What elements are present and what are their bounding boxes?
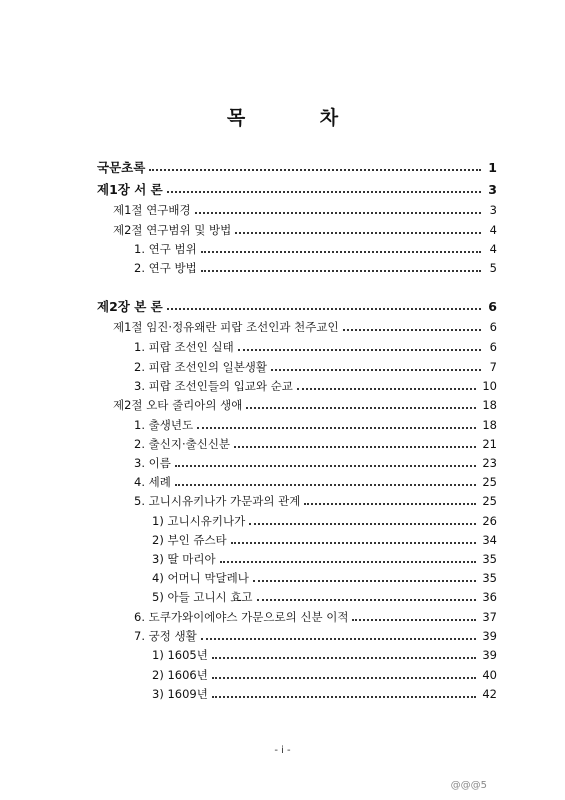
toc-entry[interactable]: [152, 531, 497, 549]
toc-leader-dots: [234, 446, 476, 448]
toc-entry-page: 3: [488, 181, 497, 197]
toc-entry-page: 6: [489, 340, 497, 354]
toc-entry-page: 7: [489, 360, 497, 374]
toc-entry[interactable]: [134, 435, 497, 453]
toc-entry[interactable]: [134, 454, 497, 472]
toc-entry-page: 25: [482, 475, 497, 489]
toc-entry[interactable]: [97, 180, 497, 198]
toc-entry-page: 39: [482, 648, 497, 662]
toc-leader-dots: [343, 329, 481, 331]
toc-entry-label: 1. 연구 범위: [134, 242, 197, 256]
toc-entry-label: 3. 피랍 조선인들의 입교와 순교: [134, 379, 293, 393]
toc-entry-label: 1) 1605년: [152, 648, 208, 662]
toc-leader-dots: [212, 696, 477, 698]
toc-entry[interactable]: [134, 259, 497, 277]
toc-entry-page: 42: [482, 687, 497, 701]
toc-title: 목 차: [226, 107, 373, 129]
toc-entry-page: 40: [482, 668, 497, 682]
toc-entry-label: 7. 궁정 생활: [134, 629, 197, 643]
toc-entry-page: 34: [482, 533, 497, 547]
toc-entry-label: 3) 1609년: [152, 687, 208, 701]
toc-entry[interactable]: [152, 550, 497, 568]
toc-entry-page: 35: [482, 571, 497, 585]
toc-leader-dots: [246, 407, 476, 409]
toc-entry-label: 2. 연구 방법: [134, 261, 197, 275]
toc-entry-page: 6: [488, 298, 497, 314]
toc-leader-dots: [212, 657, 477, 659]
toc-leader-dots: [253, 580, 476, 582]
toc-entry-page: 5: [489, 261, 497, 275]
toc-entry-page: 18: [482, 418, 497, 432]
toc-entry[interactable]: [97, 297, 497, 315]
toc-entry[interactable]: [152, 685, 497, 703]
toc-leader-dots: [201, 270, 481, 272]
toc-entry[interactable]: [134, 608, 497, 626]
toc-entry-page: 3: [489, 203, 497, 217]
toc-entry-label: 제1절 임진·정유왜란 피랍 조선인과 천주교인: [113, 320, 339, 334]
toc-entry[interactable]: [134, 492, 497, 510]
toc-entry-page: 21: [482, 437, 497, 451]
toc-entry[interactable]: [152, 666, 497, 684]
toc-entry-page: 23: [482, 456, 497, 470]
toc-entry-label: 제2절 연구범위 및 방법: [113, 223, 232, 237]
toc-leader-dots: [195, 212, 481, 214]
toc-entry[interactable]: [152, 588, 497, 606]
toc-entry-label: 3. 이름: [134, 456, 171, 470]
toc-leader-dots: [197, 427, 476, 429]
toc-entry-label: 제2장 본 론: [97, 299, 163, 314]
toc-leader-dots: [238, 349, 481, 351]
toc-leader-dots: [220, 561, 477, 563]
toc-entry-page: 4: [489, 242, 497, 256]
toc-entry[interactable]: [152, 512, 497, 530]
toc-entry-page: 4: [489, 223, 497, 237]
toc-entry[interactable]: [134, 358, 497, 376]
toc-leader-dots: [271, 369, 481, 371]
toc-leader-dots: [257, 599, 477, 601]
toc-entry-label: 제1절 연구배경: [113, 203, 191, 217]
toc-entry-label: 2) 1606년: [152, 668, 208, 682]
toc-entry-label: 1) 고니시유키나가: [152, 514, 246, 528]
toc-entry[interactable]: [134, 240, 497, 258]
toc-leader-dots: [231, 542, 477, 544]
toc-entry[interactable]: [134, 338, 497, 356]
toc-entry-page: 25: [482, 494, 497, 508]
toc-entry-page: 18: [482, 398, 497, 412]
toc-entry[interactable]: [134, 377, 497, 395]
toc-entry-label: 제1장 서 론: [97, 182, 163, 197]
toc-entry[interactable]: [113, 221, 497, 239]
toc-entry-page: 6: [489, 320, 497, 334]
toc-leader-dots: [149, 169, 481, 171]
toc-entry-page: 37: [482, 610, 497, 624]
toc-entry[interactable]: [97, 158, 497, 176]
toc-leader-dots: [235, 232, 481, 234]
toc-entry[interactable]: [113, 201, 497, 219]
toc-entry[interactable]: [134, 473, 497, 491]
toc-entry-label: 4. 세례: [134, 475, 171, 489]
toc-leader-dots: [175, 484, 477, 486]
watermark-stamp: @@@5: [450, 780, 487, 791]
toc-entry[interactable]: [134, 416, 497, 434]
page-number: - i -: [274, 745, 291, 756]
toc-entry[interactable]: [113, 318, 497, 336]
toc-leader-dots: [167, 308, 481, 310]
toc-leader-dots: [201, 638, 477, 640]
toc-entry-label: 3) 딸 마리아: [152, 552, 216, 566]
toc-entry-label: 2. 출신지·출신신분: [134, 437, 231, 451]
toc-entry-label: 2. 피랍 조선인의 일본생활: [134, 360, 268, 374]
toc-entry-page: 26: [482, 514, 497, 528]
toc-entry-label: 2) 부인 쥬스타: [152, 533, 227, 547]
toc-entry[interactable]: [134, 627, 497, 645]
toc-entry-page: 36: [482, 590, 497, 604]
toc-leader-dots: [297, 388, 476, 390]
toc-leader-dots: [304, 503, 476, 505]
toc-entry-page: 10: [482, 379, 497, 393]
toc-leader-dots: [249, 523, 476, 525]
toc-leader-dots: [167, 191, 481, 193]
toc-leader-dots: [352, 619, 476, 621]
toc-leader-dots: [175, 465, 477, 467]
toc-entry-label: 6. 도쿠가와이에야스 가문으로의 신분 이적: [134, 610, 349, 624]
toc-entry-label: 1. 출생년도: [134, 418, 194, 432]
toc-leader-dots: [201, 251, 481, 253]
toc-entry-label: 제2절 오타 줄리아의 생애: [113, 398, 243, 412]
toc-entry[interactable]: [113, 396, 497, 414]
toc-entry-label: 국문초록: [97, 160, 146, 175]
toc-entry-label: 1. 피랍 조선인 실태: [134, 340, 234, 354]
toc-entry-label: 5) 아들 고니시 효고: [152, 590, 253, 604]
toc-entry-page: 1: [488, 159, 497, 175]
toc-entry[interactable]: [152, 646, 497, 664]
toc-entry-page: 35: [482, 552, 497, 566]
toc-entry[interactable]: [152, 569, 497, 587]
toc-entry-label: 5. 고니시유키나가 가문과의 관계: [134, 494, 301, 508]
toc-entry-label: 4) 어머니 막달레나: [152, 571, 249, 585]
toc-leader-dots: [212, 677, 477, 679]
toc-entry-page: 39: [482, 629, 497, 643]
